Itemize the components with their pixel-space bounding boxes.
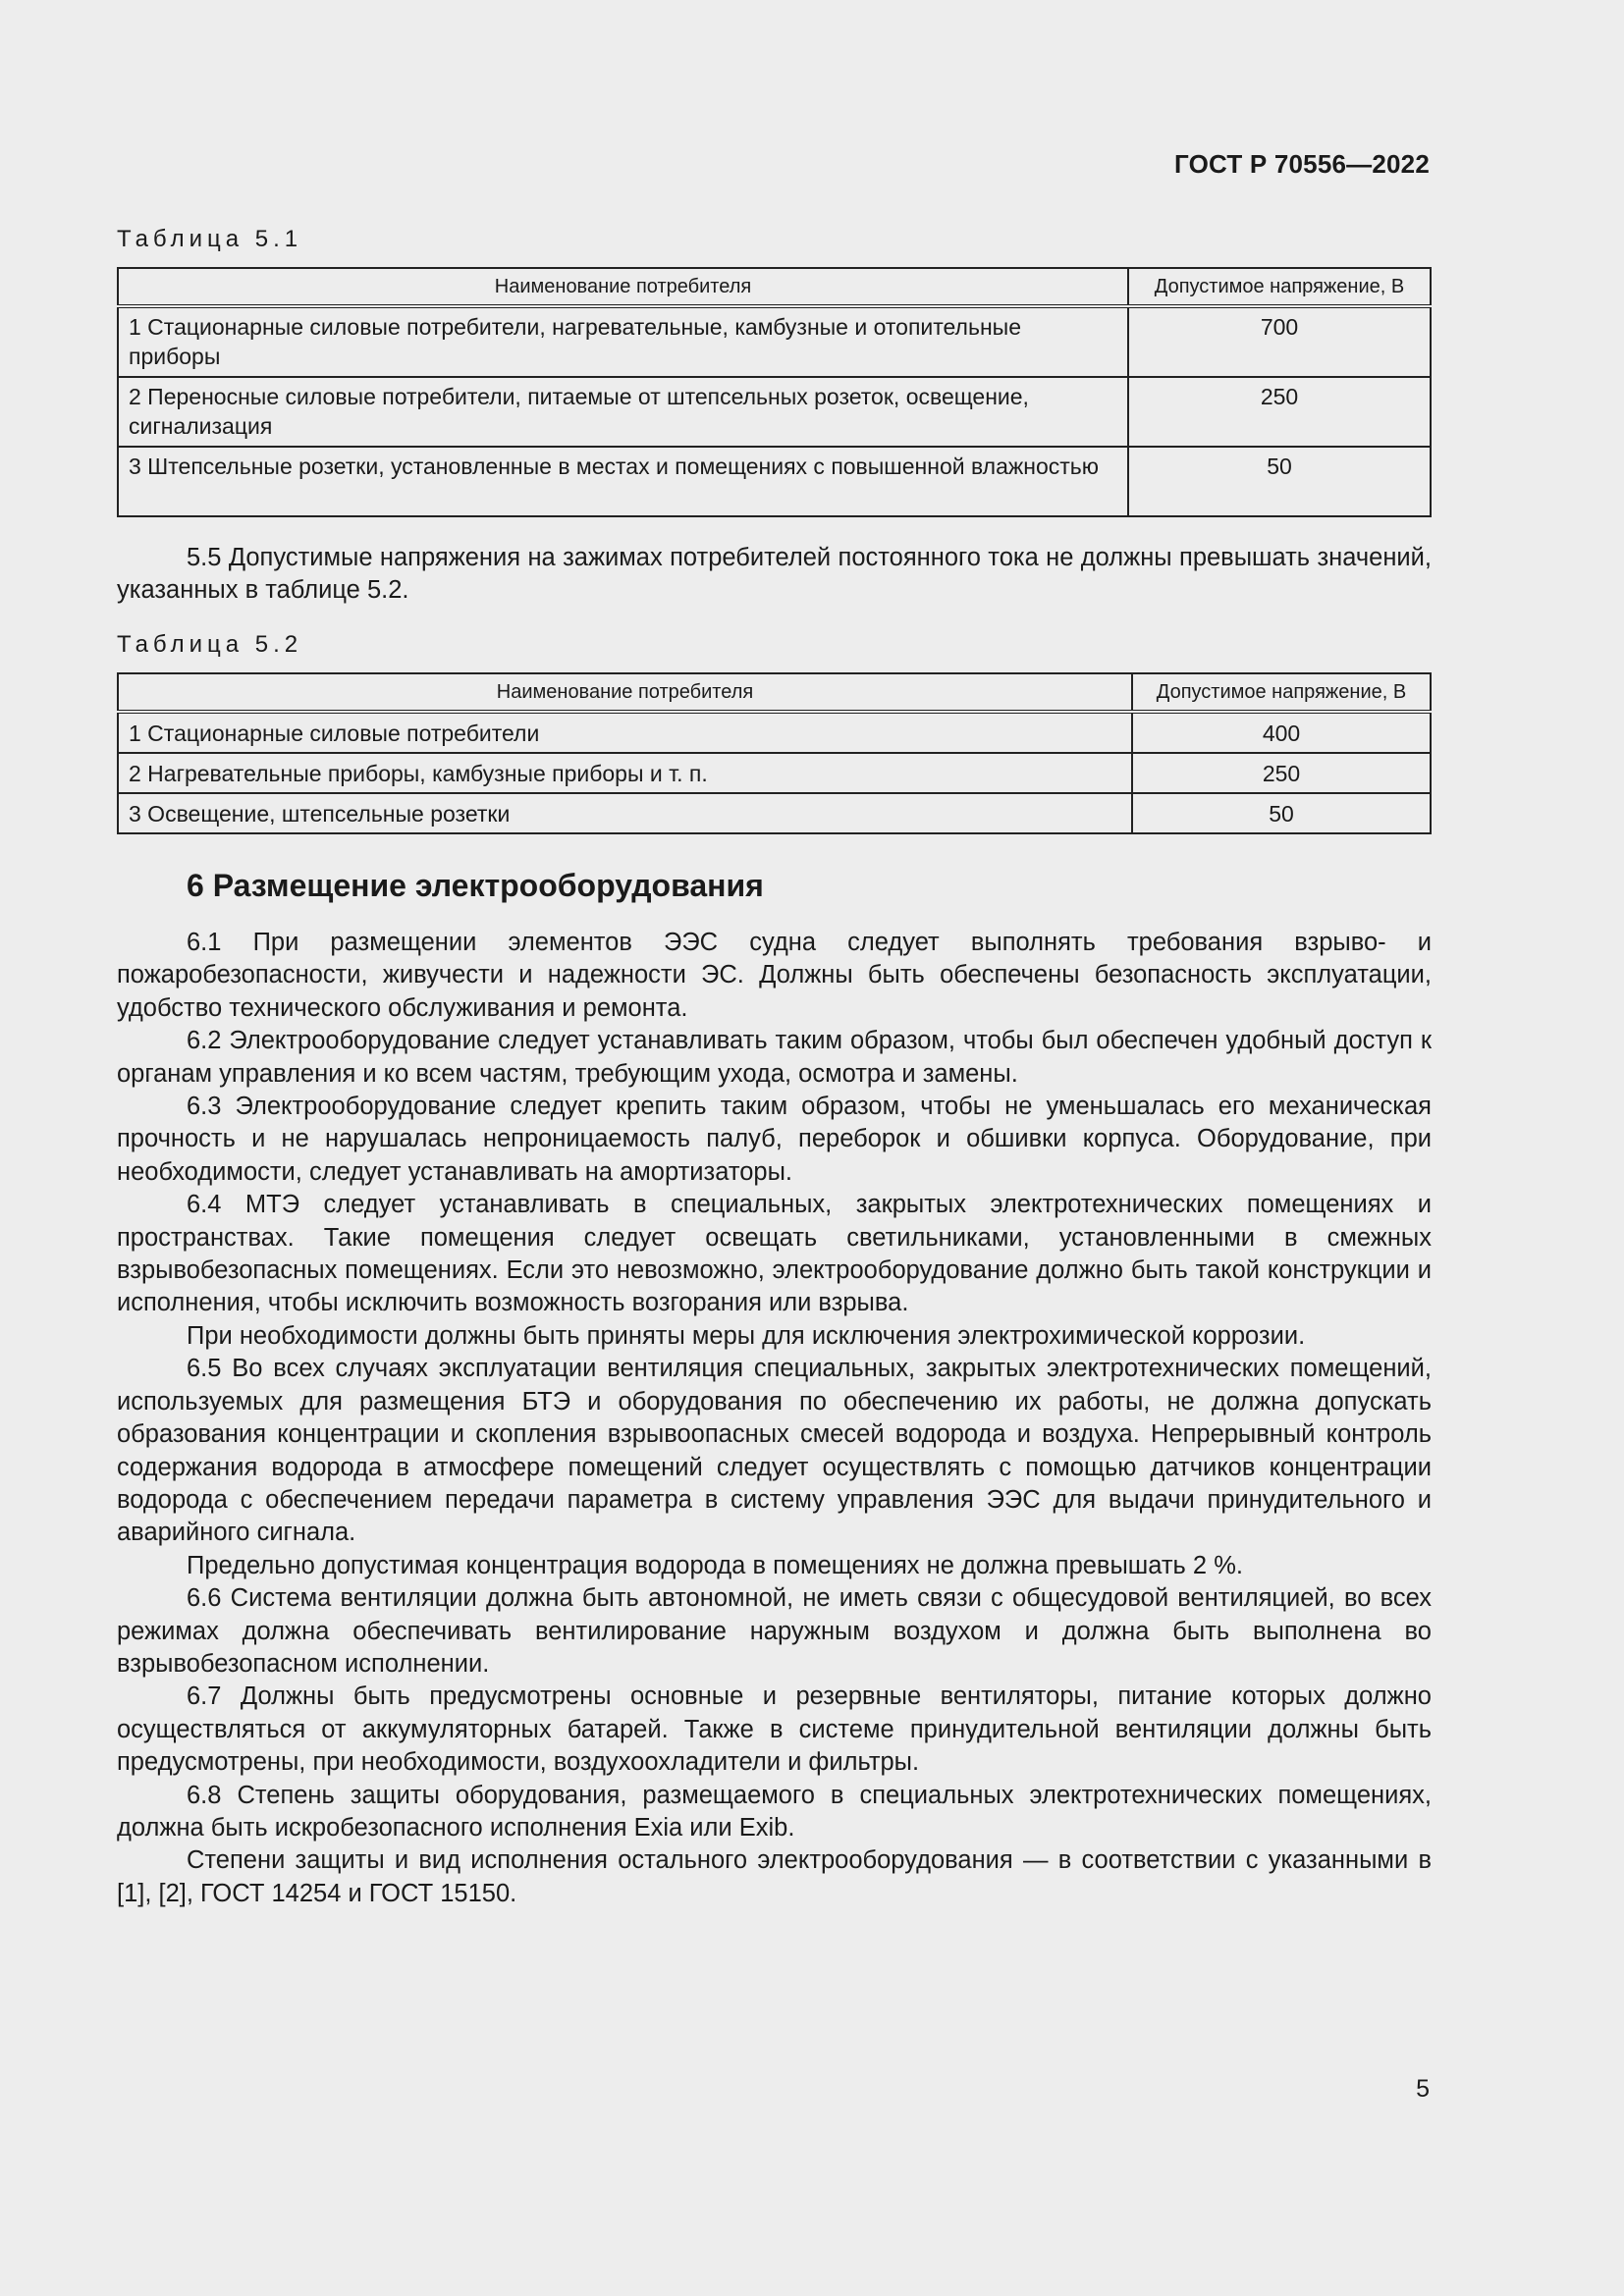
column-header-voltage: Допустимое напряжение, В [1128, 268, 1431, 306]
paragraph-6-8: 6.8 Степень защиты оборудования, размещаемого в специальных электротехнических помещениях, должна быть искробезопасного исполнения Exia или Exib. [117, 1781, 1432, 1842]
voltage-cell: 400 [1132, 712, 1431, 753]
table-row [118, 753, 1431, 793]
column-header-consumer: Наименование потребителя [118, 673, 1132, 712]
paragraph-6-4: 6.4 МТЭ следует устанавливать в специальных, закрытых электротехнических помещениях и пространствах. Такие помещения следует освещать светильниками, установленными в смежных взрывобезопасных помещениях. Если это невозможно, электрооборудование должно быть такой конструкции и исполнения, чтобы исключить возможность возгорания или взрыва. [117, 1191, 1432, 1317]
voltage-cell: 250 [1132, 753, 1431, 793]
paragraph-protection-degrees: Степени защиты и вид исполнения остального электрооборудования — в соответствии с указанными в [1], [2], ГОСТ 14254 и ГОСТ 15150. [117, 1846, 1432, 1907]
paragraph-6-5: 6.5 Во всех случаях эксплуатации вентиляция специальных, закрытых электротехнических помещений, используемых для размещения БТЭ и оборудования по обеспечению их работы, не должна допускать образования концентрации и скопления взрывоопасных смесей водорода и воздуха. Непрерывный контроль содержания водорода в атмосфере помещений следует осуществлять с помощью датчиков концентрации водорода с обеспечением передачи параметра в систему управления ЭЭС для выдачи принудительного и аварийного сигнала. [117, 1355, 1432, 1547]
voltage-cell: 50 [1132, 793, 1431, 833]
paragraph-6-7: 6.7 Должны быть предусмотрены основные и резервные вентиляторы, питание которых должно осуществляться от аккумуляторных батарей. Также в системе принудительной вентиляции должны быть предусмотрены, при необходимости, воздухоохладители и фильтры. [117, 1682, 1432, 1777]
voltage-cell: 250 [1128, 377, 1431, 447]
paragraph-6-2: 6.2 Электрооборудование следует устанавливать таким образом, чтобы был обеспечен удобный доступ к органам управления и ко всем частям, требующим ухода, осмотра и замены. [117, 1027, 1432, 1088]
section-6-body [117, 927, 1432, 1910]
consumer-name-cell: 2 Переносные силовые потребители, питаемые от штепсельных розеток, освещение, сигнализация [118, 377, 1128, 447]
document-code: ГОСТ Р 70556—2022 [1174, 149, 1430, 179]
table-5-2 [117, 672, 1432, 834]
table-header-row [118, 268, 1431, 306]
table-5-1 [117, 267, 1432, 517]
consumer-name-cell: 2 Нагревательные приборы, камбузные приборы и т. п. [118, 753, 1132, 793]
table-5-1-caption: Таблица 5.1 [117, 226, 303, 252]
consumer-name-cell: 1 Стационарные силовые потребители, нагревательные, камбузные и отопительные приборы [118, 306, 1128, 377]
section-title: 6 Размещение электрооборудования [187, 868, 764, 903]
paragraph-5-5 [117, 542, 1432, 608]
consumer-name-cell: 3 Штепсельные розетки, установленные в местах и помещениях с повышенной влажностью [118, 447, 1128, 516]
column-header-voltage: Допустимое напряжение, В [1132, 673, 1431, 712]
paragraph-6-3: 6.3 Электрооборудование следует крепить таким образом, чтобы не уменьшалась его механическая прочность и не нарушалась непроницаемость палуб, переборок и обшивки корпуса. Оборудование, при необходимости, следует устанавливать на амортизаторы. [117, 1093, 1432, 1186]
table-row [118, 377, 1431, 447]
table-5-2-caption: Таблица 5.2 [117, 631, 303, 658]
column-header-consumer: Наименование потребителя [118, 268, 1128, 306]
consumer-name-cell: 1 Стационарные силовые потребители [118, 712, 1132, 753]
paragraph-6-6: 6.6 Система вентиляции должна быть автономной, не иметь связи с общесудовой вентиляцией, во всех режимах должна обеспечивать вентилирование наружным воздухом и должна быть выполнена во взрывобезопасном исполнении. [117, 1584, 1432, 1678]
paragraph-corrosion: При необходимости должны быть приняты меры для исключения электрохимической коррозии. [187, 1321, 1306, 1350]
consumer-name-cell: 3 Освещение, штепсельные розетки [118, 793, 1132, 833]
voltage-cell: 700 [1128, 306, 1431, 377]
table-row [118, 793, 1431, 833]
table-row [118, 712, 1431, 753]
table-header-row [118, 673, 1431, 712]
table-row [118, 447, 1431, 516]
paragraph-hydrogen-limit: Предельно допустимая концентрация водорода в помещениях не должна превышать 2 %. [187, 1551, 1243, 1579]
paragraph-text: 5.5 Допустимые напряжения на зажимах потребителей постоянного тока не должны превышать значений, указанных в таблице 5.2. [117, 544, 1432, 605]
paragraph-6-1: 6.1 При размещении элементов ЭЭС судна следует выполнять требования взрыво- и пожаробезопасности, живучести и надежности ЭС. Должны быть обеспечены безопасность эксплуатации, удобство технического обслуживания и ремонта. [117, 929, 1432, 1022]
table-row [118, 306, 1431, 377]
page-number: 5 [1416, 2075, 1430, 2103]
voltage-cell: 50 [1128, 447, 1431, 516]
